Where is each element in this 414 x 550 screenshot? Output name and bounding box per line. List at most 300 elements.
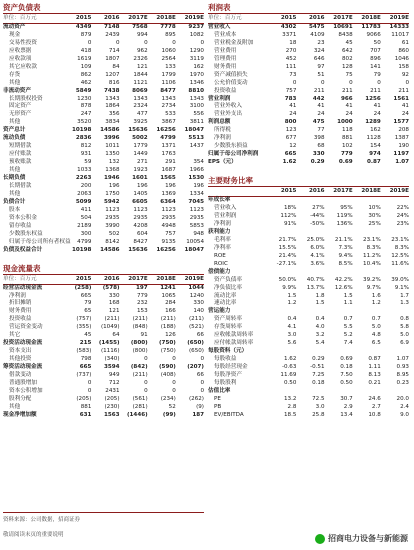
cell-value xyxy=(381,229,409,237)
cell-value: 533 xyxy=(165,111,176,118)
cell-value xyxy=(353,308,381,316)
cell-value: 0.18 xyxy=(340,364,353,371)
cell-value: 974 xyxy=(369,151,381,158)
unit-label: 单位：百万元 xyxy=(3,15,63,23)
row-label: 资产周转率 xyxy=(214,316,242,323)
cell-value: 3867 xyxy=(161,119,176,126)
cell-value: 1123 xyxy=(161,206,176,213)
cell-value: 707 xyxy=(370,47,381,54)
cell-value: 816 xyxy=(108,79,120,86)
cell-value: 1350 xyxy=(105,151,120,158)
cell-value: 13.7% xyxy=(306,284,325,291)
row-label: 营业税金及附加 xyxy=(214,39,254,46)
cell-value xyxy=(353,388,381,396)
cell-value: 1.8 xyxy=(315,292,325,299)
cell-value: 121 xyxy=(136,63,148,70)
cell-value: 45 xyxy=(345,39,353,46)
table-row xyxy=(3,48,204,56)
cell-value: 714 xyxy=(108,47,120,54)
cell-value: 7438 xyxy=(103,87,120,94)
cell-value: 3594 xyxy=(103,364,120,371)
cell-value xyxy=(381,388,409,396)
cell-value: 7.3% xyxy=(338,244,353,251)
cell-value: (750) xyxy=(160,348,176,355)
row-label: 折旧摊销 xyxy=(9,300,32,307)
row-label: 资产总计 xyxy=(3,127,26,134)
row-label: 每股股利 xyxy=(214,379,237,386)
cell-value: -0.63 xyxy=(281,364,297,371)
row-label: 偿债能力 xyxy=(208,268,231,275)
cell-value: 6605 xyxy=(132,198,148,205)
row-label: 非流动资产 xyxy=(3,87,31,94)
cell-value: 128 xyxy=(341,63,353,70)
year-header: 2016 xyxy=(296,188,324,196)
table-row xyxy=(3,356,204,364)
table-row xyxy=(208,64,409,72)
cell-value: (842) xyxy=(130,364,148,371)
table-row xyxy=(208,293,409,301)
cell-value: 77 xyxy=(317,127,325,134)
cell-value: 68 xyxy=(317,143,325,150)
row-label: 每股资料（元） xyxy=(208,348,248,355)
cell-value: 5.2 xyxy=(343,332,353,339)
cell-value: 9066 xyxy=(366,31,381,38)
cell-value: 2063 xyxy=(77,190,92,197)
cell-value: 141 xyxy=(370,63,381,70)
cell-value: 4.1 xyxy=(287,324,297,331)
cell-value xyxy=(176,151,204,159)
cell-value: 1561 xyxy=(393,95,409,102)
cell-value: 8142 xyxy=(105,238,120,245)
cell-value: 30% xyxy=(368,212,381,219)
cell-value: 1207 xyxy=(105,71,120,78)
table-row xyxy=(208,364,409,372)
cell-value: 24 xyxy=(373,111,381,118)
cell-value: 0 xyxy=(144,356,148,363)
cell-value: 25% xyxy=(368,220,381,227)
cell-value: 9.9% xyxy=(282,284,297,291)
cell-value: 783 xyxy=(284,95,297,102)
cell-value: 665 xyxy=(80,292,92,299)
cell-value: 24 xyxy=(345,111,353,118)
row-label: ROE xyxy=(214,252,226,259)
cell-value: 79 xyxy=(84,300,92,307)
row-label: 借款变动 xyxy=(9,372,32,379)
row-label: 股利分配 xyxy=(9,395,32,402)
cell-value: 3.0 xyxy=(315,403,325,410)
cell-value: 133 xyxy=(165,63,176,70)
cell-value: 112% xyxy=(280,212,297,219)
cell-value: 1449 xyxy=(133,151,148,158)
cell-value: 0 xyxy=(87,379,92,386)
year-header: 2019E xyxy=(381,188,409,196)
cell-value: 12.6% xyxy=(334,284,353,291)
cell-value: 642 xyxy=(341,47,353,54)
cell-value: 2734 xyxy=(161,103,176,110)
cell-value xyxy=(381,197,409,205)
row-label: 净利润 xyxy=(9,292,26,299)
cell-value: 18047 xyxy=(184,127,204,134)
cell-value: 6.5 xyxy=(371,340,381,347)
table-row xyxy=(208,372,409,380)
table-row xyxy=(3,151,204,159)
cell-value: 64 xyxy=(112,332,120,339)
cell-value: (1049) xyxy=(100,324,120,331)
row-label: 流动资产 xyxy=(3,23,26,30)
cell-value: -0.51 xyxy=(310,364,325,371)
cell-value: 3834 xyxy=(105,119,120,126)
cell-value: 0.93 xyxy=(396,364,409,371)
right-column xyxy=(208,3,409,420)
table-row xyxy=(3,80,204,88)
row-label: 投资活动现金流 xyxy=(3,340,43,347)
cell-value: 0.18 xyxy=(312,379,325,386)
cell-value: 1343 xyxy=(161,95,176,102)
cell-value: 0 xyxy=(200,39,204,46)
row-label: 每股净资产 xyxy=(214,372,242,379)
row-label: EPS（元） xyxy=(208,159,237,166)
row-label: 营业收入 xyxy=(208,23,231,30)
cell-value: 211 xyxy=(398,87,409,94)
row-label: 净负债比率 xyxy=(214,284,242,291)
cell-value: 1946 xyxy=(103,175,120,182)
cell-value: 0.8 xyxy=(400,316,409,323)
row-label: ROIC xyxy=(214,260,228,267)
cell-value: -44% xyxy=(310,212,325,219)
cell-value: 162 xyxy=(370,127,381,134)
cell-value: 24 xyxy=(317,111,325,118)
cell-value: 16256 xyxy=(156,246,176,253)
cell-value: 895 xyxy=(165,31,176,38)
cell-value: 356 xyxy=(108,111,120,118)
row-label: 速动比率 xyxy=(214,300,237,307)
row-label: 资本公积金 xyxy=(9,214,37,221)
row-label: 净利润 xyxy=(214,135,231,142)
table-row xyxy=(3,199,204,207)
table-row xyxy=(208,412,409,420)
table-row xyxy=(208,396,409,404)
row-label: 获利能力 xyxy=(208,228,231,235)
cell-value: 23.1% xyxy=(363,236,381,243)
cell-value: 0.23 xyxy=(396,379,409,386)
cell-value: 84 xyxy=(112,63,120,70)
cell-value: 14586 xyxy=(100,246,120,253)
cell-value: 802 xyxy=(341,55,353,62)
cell-value: 10198 xyxy=(71,246,92,253)
cell-value: 1121 xyxy=(133,79,148,86)
cell-value: 52 xyxy=(168,403,176,410)
cell-value xyxy=(268,348,296,356)
cell-value xyxy=(268,229,296,237)
cell-value xyxy=(296,197,324,205)
cell-value: 291 xyxy=(165,159,176,166)
cell-value: 881 xyxy=(341,135,353,142)
cell-value: 665 xyxy=(284,151,297,158)
cell-value: 4799 xyxy=(77,238,92,245)
cell-value xyxy=(353,197,381,205)
cell-value: 1290 xyxy=(189,47,204,54)
cell-value: 712 xyxy=(108,379,120,386)
cell-value xyxy=(381,308,409,316)
year-header: 2016 xyxy=(91,15,119,23)
table-row xyxy=(3,56,204,64)
cell-value: 4.0 xyxy=(315,324,325,331)
cell-value: 66 xyxy=(196,332,204,339)
cell-value: 2431 xyxy=(105,387,120,394)
cell-value: 1563 xyxy=(103,411,120,418)
row-label: 营运能力 xyxy=(208,308,231,315)
wechat-icon xyxy=(315,534,325,544)
table-row xyxy=(208,72,409,80)
cell-value: 1.5 xyxy=(315,300,325,307)
table-row xyxy=(3,223,204,231)
cell-value: 2935 xyxy=(133,214,148,221)
row-label: 每股经营现金 xyxy=(214,364,248,371)
cell-value: 8.95 xyxy=(396,372,409,379)
cell-value: 24 xyxy=(289,111,297,118)
row-label: 其它 xyxy=(9,332,21,339)
cell-value: (211) xyxy=(132,316,148,323)
row-label: 现金净增加额 xyxy=(3,411,37,418)
cell-value: 1240 xyxy=(189,292,204,299)
row-label: 存货 xyxy=(9,71,21,78)
table-row xyxy=(3,103,204,111)
cell-value: 10691 xyxy=(333,23,353,30)
cell-value: 16256 xyxy=(156,127,176,134)
cell-value: 0 xyxy=(172,387,176,394)
row-label: 流动负债 xyxy=(3,135,26,142)
cell-value: 1044 xyxy=(188,284,204,291)
cell-value: 123 xyxy=(285,127,297,134)
cell-value: 0 xyxy=(172,356,176,363)
table-row xyxy=(3,215,204,223)
cell-value: 665 xyxy=(79,364,92,371)
cell-value: 10.8 xyxy=(368,411,381,418)
cell-value: 39.2% xyxy=(363,276,381,283)
cell-value: 330 xyxy=(312,151,325,158)
year-header: 2016 xyxy=(296,15,324,23)
table-row xyxy=(3,96,204,104)
cell-value: 10054 xyxy=(186,238,204,245)
cell-value: 0 xyxy=(172,39,176,46)
cell-value: 14333 xyxy=(389,23,409,30)
row-label: 少数股东损益 xyxy=(214,143,248,150)
cell-value xyxy=(353,348,381,356)
cell-value: 24 xyxy=(401,111,409,118)
cell-value: 962 xyxy=(136,47,148,54)
cell-value: 41 xyxy=(345,103,353,110)
cell-value: 270 xyxy=(285,47,297,54)
cell-value: (578) xyxy=(102,284,120,291)
row-label: 财务费用 xyxy=(9,308,32,315)
cell-value: 20.0 xyxy=(396,395,409,402)
row-label: 营业外支出 xyxy=(214,111,242,118)
table-row xyxy=(3,324,204,332)
row-label: 所得税 xyxy=(214,127,231,134)
cell-value: 187 xyxy=(192,411,204,418)
cell-value: 7.4 xyxy=(343,340,353,347)
table-row xyxy=(3,72,204,80)
row-label: 无形资产 xyxy=(9,111,32,118)
cell-value: 0 xyxy=(405,79,409,86)
watermark-text: 招商电力设备与新能源 xyxy=(328,534,408,543)
cell-value: 7.25 xyxy=(312,372,325,379)
cell-value: (737) xyxy=(76,372,92,379)
table-row xyxy=(208,221,409,229)
cell-value: 0 xyxy=(200,356,204,363)
cell-value: 994 xyxy=(136,31,148,38)
cell-value: 3.0 xyxy=(287,332,297,339)
table-row xyxy=(208,269,409,277)
cell-value: 3811 xyxy=(189,119,204,126)
year-header: 2017E xyxy=(325,15,353,23)
cell-value: 3.6% xyxy=(310,260,325,267)
cell-value: -27.1% xyxy=(276,260,297,267)
year-header: 2015 xyxy=(63,15,91,23)
table-row xyxy=(208,40,409,48)
left-column xyxy=(3,3,204,420)
cell-value: 1106 xyxy=(161,79,176,86)
unit-label xyxy=(208,188,268,196)
cell-value: 0.29 xyxy=(312,356,325,363)
table-row xyxy=(3,293,204,301)
cell-value: 21.4% xyxy=(278,252,297,259)
row-label: 归属于母公司净利润 xyxy=(208,151,259,158)
cell-value: 9.4% xyxy=(338,252,353,259)
cell-value: 10.4% xyxy=(363,260,381,267)
cell-value: 23.1% xyxy=(391,236,409,243)
cell-value: 677 xyxy=(285,135,297,142)
cell-value: 0.4 xyxy=(287,316,297,323)
table-row xyxy=(208,261,409,269)
cell-value: (583) xyxy=(76,348,92,355)
cell-value: 23% xyxy=(396,220,409,227)
table-row xyxy=(3,159,204,167)
cell-value: 442 xyxy=(312,95,325,102)
cell-value: 10% xyxy=(368,205,381,212)
cell-value: (757) xyxy=(76,316,92,323)
cell-value: 2564 xyxy=(161,55,176,62)
row-label: 现金 xyxy=(9,31,21,38)
cell-value: 1082 xyxy=(189,31,204,38)
cell-value: 1437 xyxy=(189,143,204,150)
table-row xyxy=(3,380,204,388)
cell-value: 284 xyxy=(165,300,176,307)
row-label: 投资收益 xyxy=(9,316,32,323)
cell-value: 50.0% xyxy=(278,276,297,283)
cell-value: 41 xyxy=(401,103,409,110)
row-label: 应收帐款周转率 xyxy=(214,332,254,339)
row-label: 长期负债 xyxy=(3,175,26,182)
year-header: 2017E xyxy=(120,276,148,284)
table-row xyxy=(3,340,204,348)
cell-value: 6.0% xyxy=(310,244,325,251)
cell-value: 13.2 xyxy=(283,395,297,402)
cell-value: 1256 xyxy=(365,95,381,102)
cell-value: 4.8 xyxy=(371,332,381,339)
cell-value: 162 xyxy=(193,63,204,70)
table-row xyxy=(208,300,409,308)
cell-value: 42.2% xyxy=(334,276,353,283)
cell-value: (800) xyxy=(130,340,148,347)
cell-value: 15636 xyxy=(128,127,148,134)
cell-value xyxy=(268,388,296,396)
cell-value: 1687 xyxy=(161,167,176,174)
cell-value: 0 xyxy=(320,79,325,86)
cell-value: 7045 xyxy=(188,198,204,205)
row-label: 应收票据 xyxy=(9,47,32,54)
year-header: 2017E xyxy=(325,188,353,196)
table-row xyxy=(3,396,204,404)
table-row xyxy=(208,23,409,31)
cell-value xyxy=(381,269,409,277)
row-label: 其他投资 xyxy=(9,356,32,363)
cell-value: 18% xyxy=(283,205,297,212)
cell-value: 452 xyxy=(285,55,297,62)
row-label: 其他 xyxy=(9,79,21,86)
cell-value: 4302 xyxy=(280,23,297,30)
cell-value: 168 xyxy=(108,300,120,307)
cell-value: 51 xyxy=(317,71,325,78)
table-row xyxy=(3,404,204,412)
table-row xyxy=(3,23,204,31)
table-row xyxy=(3,40,204,48)
cell-value: 8069 xyxy=(132,87,148,94)
cell-value: 4948 xyxy=(161,222,176,229)
cell-value: 1371 xyxy=(161,143,176,150)
row-label: 财务费用 xyxy=(214,63,237,70)
cell-value: 798 xyxy=(80,356,92,363)
row-label: PE xyxy=(214,395,221,402)
cell-value: 4109 xyxy=(310,31,325,38)
table-row xyxy=(208,48,409,56)
cell-value: 1750 xyxy=(105,190,120,197)
cell-value: 330 xyxy=(108,292,120,299)
year-header: 2019E xyxy=(176,15,204,23)
cell-value: 2.8 xyxy=(287,403,297,410)
cell-value: 22% xyxy=(396,205,409,212)
cell-value: 0.4 xyxy=(315,316,325,323)
cell-value: 4208 xyxy=(133,222,148,229)
row-label: 资本公积增加 xyxy=(9,387,43,394)
cell-value: 1.7 xyxy=(400,292,409,299)
cell-value: 166 xyxy=(165,308,176,315)
cell-value: 211 xyxy=(370,87,381,94)
cell-value: 9.7% xyxy=(366,284,381,291)
cell-value: (211) xyxy=(188,316,204,323)
cell-value: 2.4 xyxy=(400,403,409,410)
cell-value: 354 xyxy=(193,159,204,166)
cell-value: 1.11 xyxy=(368,364,381,371)
cell-value: 8.3% xyxy=(394,244,409,251)
cell-value: 330 xyxy=(193,300,204,307)
cell-value: 1123 xyxy=(105,206,120,213)
row-label: 净利率 xyxy=(214,244,231,251)
cell-value: 23 xyxy=(317,39,325,46)
cell-value: 3925 xyxy=(133,119,148,126)
table-row xyxy=(208,245,409,253)
table-row xyxy=(208,404,409,412)
cell-value: 0 xyxy=(349,79,353,86)
cell-value: 0.50 xyxy=(340,379,353,386)
cell-value: 196 xyxy=(136,183,148,190)
cell-value: 1060 xyxy=(161,47,176,54)
table-row xyxy=(208,32,409,40)
cell-value: 15.5% xyxy=(278,244,297,251)
row-label: 流动比率 xyxy=(214,292,237,299)
cell-value: 2935 xyxy=(105,214,120,221)
cell-value: 949 xyxy=(108,372,120,379)
